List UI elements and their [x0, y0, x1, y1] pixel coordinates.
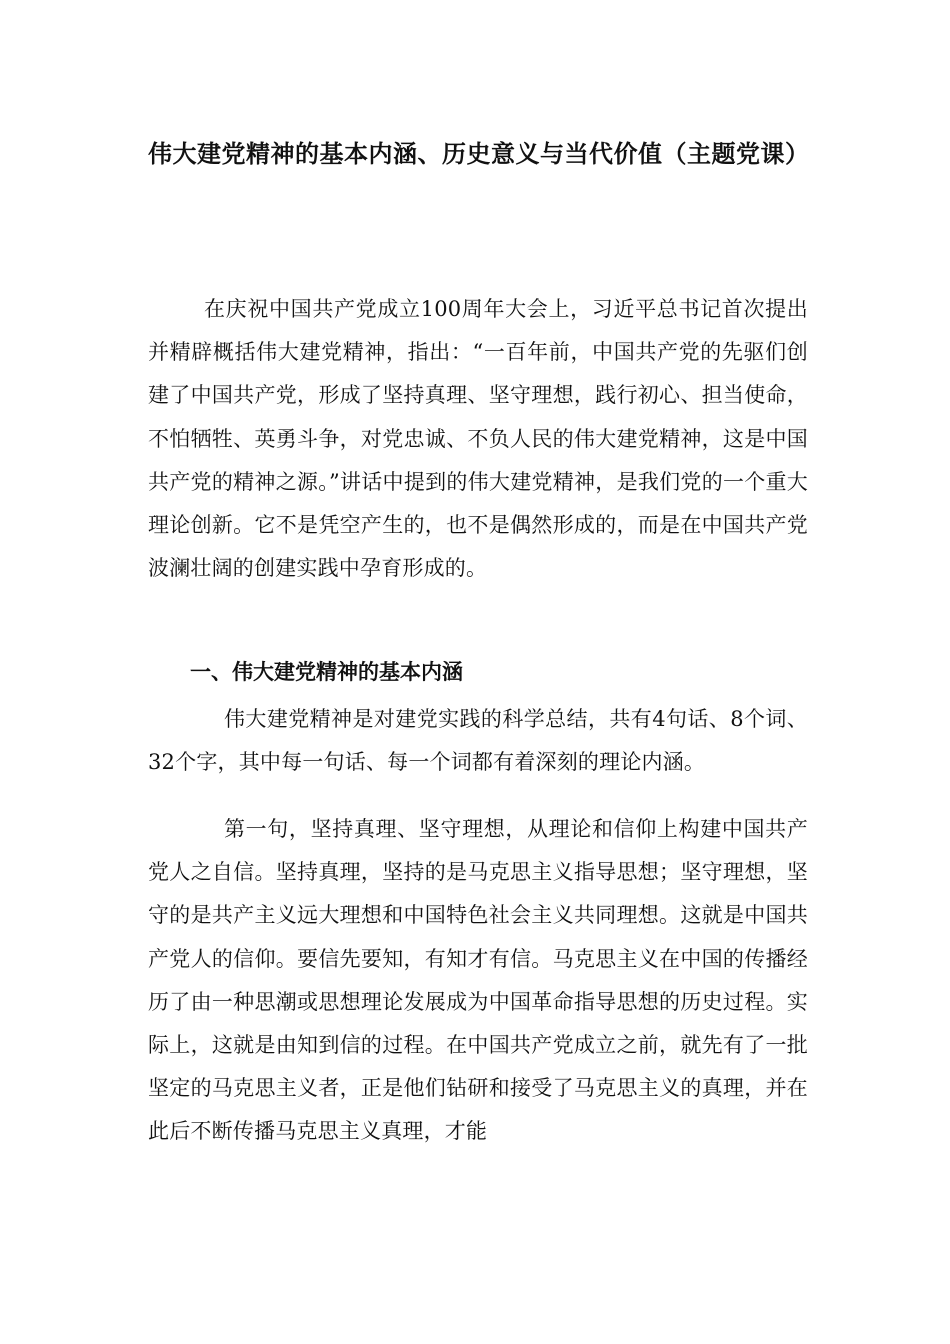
- document-title: 伟大建党精神的基本内涵、历史意义与当代价值（主题党课）: [148, 139, 810, 168]
- section-paragraph-1: 伟大建党精神是对建党实践的科学总结，共有4句话、8个词、32个字，其中每一句话、每一个词都有着深刻的理论内涵。: [148, 707, 808, 775]
- intro-paragraph: 在庆祝中国共产党成立100周年大会上，习近平总书记首次提出并精辟概括伟大建党精神，指出：“一百年前，中国共产党的先驱们创建了中国共产党，形成了坚持真理、坚守理想，践行初心、担当使命，不怕牺牲、英勇斗争，对党忠诚、不负人民的伟大建党精神，这是中国共产党的精神之源。”讲话中提到的伟大建党精神，是我们党的一个重大理论创新。它不是凭空产生的，也不是偶然形成的，而是在中国共产党波澜壮阔的创建实践中孕育形成的。: [148, 297, 808, 581]
- section-heading: 一、伟大建党精神的基本内涵: [190, 659, 463, 684]
- section-paragraph-2: 第一句，坚持真理、坚守理想，从理论和信仰上构建中国共产党人之自信。坚持真理，坚持的是马克思主义指导思想；坚守理想，坚守的是共产主义远大理想和中国特色社会主义共同理想。这就是中国共产党人的信仰。要信先要知，有知才有信。马克思主义在中国的传播经历了由一种思潮或思想理论发展成为中国革命指导思想的历史过程。实际上，这就是由知到信的过程。在中国共产党成立之前，就先有了一批坚定的马克思主义者，正是他们钻研和接受了马克思主义的真理，并在此后不断传播马克思主义真理，才能: [148, 817, 808, 1144]
